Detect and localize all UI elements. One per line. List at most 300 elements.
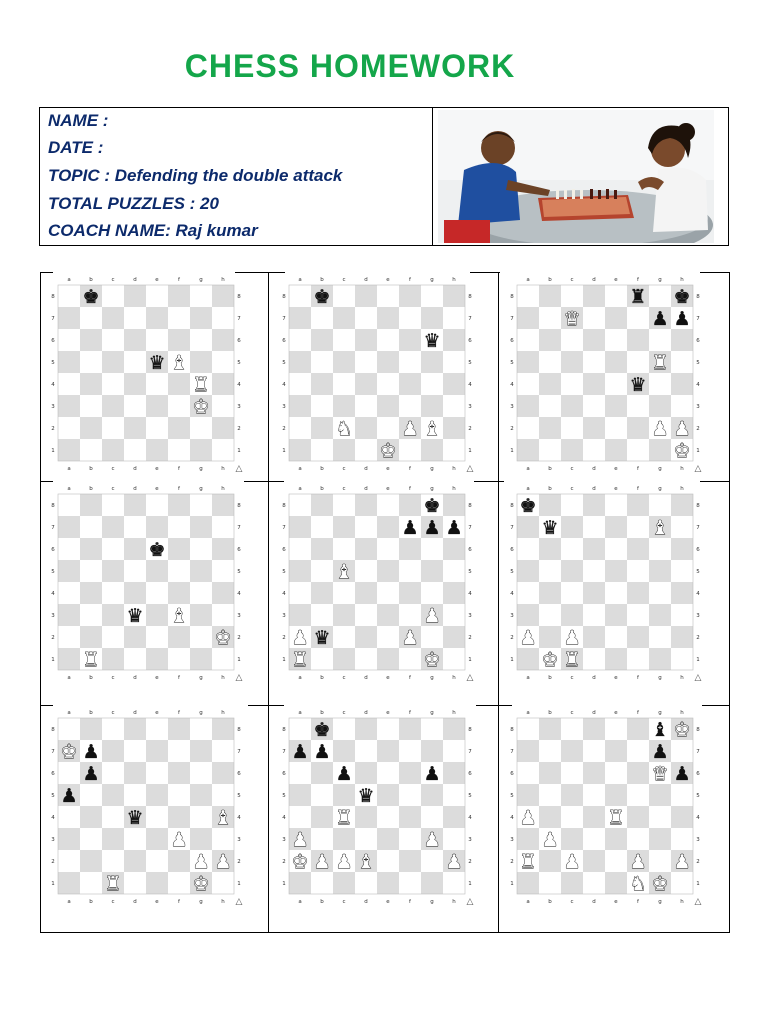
board-square <box>168 329 190 351</box>
rank-label: 2 <box>696 426 700 432</box>
rank-label: 2 <box>237 635 241 641</box>
rank-label: 1 <box>468 448 472 454</box>
board-square <box>58 395 80 417</box>
info-box <box>39 107 729 246</box>
board-square <box>399 307 421 329</box>
file-label: h <box>680 486 684 492</box>
board-square <box>102 494 124 516</box>
rank-label: 6 <box>468 338 472 344</box>
board-square <box>377 373 399 395</box>
board-square <box>539 417 561 439</box>
puzzle-board-4[interactable] <box>46 482 246 682</box>
board-square <box>333 285 355 307</box>
rank-label: 8 <box>237 503 241 509</box>
board-square <box>124 718 146 740</box>
board-square <box>583 872 605 894</box>
white-pawn-piece: ♟ <box>170 829 188 851</box>
board-square <box>627 740 649 762</box>
board-square <box>627 307 649 329</box>
file-label: d <box>364 710 368 716</box>
board-square <box>561 439 583 461</box>
file-label: c <box>111 486 115 492</box>
rank-label: 5 <box>696 360 700 366</box>
board-square <box>124 828 146 850</box>
white-rook-piece: ♜ <box>82 649 100 671</box>
rank-label: 3 <box>237 613 241 619</box>
board-square <box>399 828 421 850</box>
board-square <box>102 373 124 395</box>
rank-label: 4 <box>696 815 700 821</box>
board-square <box>311 538 333 560</box>
black-queen-piece: ♛ <box>126 605 144 627</box>
file-label: a <box>526 710 530 716</box>
turn-marker: △ <box>466 897 474 906</box>
file-label: c <box>570 710 574 716</box>
board-square <box>583 516 605 538</box>
white-bishop-piece: ♝ <box>357 851 375 873</box>
black-pawn-piece: ♟ <box>651 308 669 330</box>
file-label: b <box>89 675 93 681</box>
file-label: g <box>430 466 434 472</box>
rank-label: 4 <box>510 815 514 821</box>
file-label: h <box>452 710 456 716</box>
board-square <box>583 718 605 740</box>
board-square <box>539 604 561 626</box>
board-square <box>311 828 333 850</box>
board-square <box>421 285 443 307</box>
black-queen-piece: ♛ <box>541 517 559 539</box>
file-label: f <box>637 710 639 716</box>
board-square <box>355 395 377 417</box>
file-label: b <box>320 675 324 681</box>
rank-label: 4 <box>696 591 700 597</box>
file-label: h <box>452 675 456 681</box>
board-square <box>443 604 465 626</box>
board-square <box>627 626 649 648</box>
white-king-piece: ♚ <box>673 440 691 462</box>
file-label: c <box>111 710 115 716</box>
rank-label: 6 <box>282 338 286 344</box>
board-square <box>311 872 333 894</box>
board-square <box>102 604 124 626</box>
file-label: d <box>592 710 596 716</box>
board-square <box>421 439 443 461</box>
puzzle-board-8[interactable] <box>277 706 477 906</box>
white-bishop-piece: ♝ <box>335 561 353 583</box>
board-square <box>399 784 421 806</box>
board-square <box>443 329 465 351</box>
board-square <box>583 417 605 439</box>
board-square <box>333 648 355 670</box>
turn-marker: △ <box>235 464 243 473</box>
white-bishop-piece: ♝ <box>214 807 232 829</box>
board-square <box>443 828 465 850</box>
file-label: f <box>178 277 180 283</box>
board-square <box>124 373 146 395</box>
board-square <box>146 740 168 762</box>
chess-board-svg <box>277 482 477 682</box>
board-square <box>146 850 168 872</box>
board-square <box>421 626 443 648</box>
board-square <box>627 784 649 806</box>
rank-label: 4 <box>51 591 55 597</box>
black-pawn-piece: ♟ <box>423 517 441 539</box>
file-label: d <box>133 466 137 472</box>
board-square <box>58 626 80 648</box>
rank-label: 5 <box>468 793 472 799</box>
board-square <box>355 329 377 351</box>
board-square <box>102 626 124 648</box>
board-square <box>605 604 627 626</box>
rank-label: 1 <box>51 657 55 663</box>
file-label: c <box>342 486 346 492</box>
file-label: e <box>386 675 390 681</box>
black-queen-piece: ♛ <box>629 374 647 396</box>
board-square <box>212 784 234 806</box>
rank-label: 7 <box>696 525 700 531</box>
black-pawn-piece: ♟ <box>445 517 463 539</box>
board-square <box>190 604 212 626</box>
white-rook-piece: ♜ <box>651 352 669 374</box>
board-square <box>333 740 355 762</box>
board-square <box>58 648 80 670</box>
board-square <box>58 806 80 828</box>
black-pawn-piece: ♟ <box>82 763 100 785</box>
rank-label: 2 <box>696 635 700 641</box>
board-square <box>399 439 421 461</box>
file-label: b <box>548 710 552 716</box>
board-square <box>605 784 627 806</box>
rank-label: 5 <box>510 793 514 799</box>
board-square <box>443 373 465 395</box>
file-label: e <box>386 277 390 283</box>
board-square <box>399 850 421 872</box>
board-square <box>146 828 168 850</box>
file-label: f <box>637 466 639 472</box>
rank-label: 5 <box>696 793 700 799</box>
rank-label: 6 <box>696 547 700 553</box>
board-square <box>355 718 377 740</box>
board-square <box>58 494 80 516</box>
rank-label: 3 <box>51 404 55 410</box>
rank-label: 3 <box>468 404 472 410</box>
puzzle-board-3[interactable] <box>505 273 705 473</box>
board-square <box>671 560 693 582</box>
board-square <box>517 285 539 307</box>
puzzle-board-5[interactable] <box>277 482 477 682</box>
board-square <box>146 395 168 417</box>
board-square <box>168 307 190 329</box>
board-square <box>124 285 146 307</box>
board-square <box>124 740 146 762</box>
board-square <box>102 351 124 373</box>
rank-label: 7 <box>510 525 514 531</box>
board-square <box>289 604 311 626</box>
board-square <box>168 762 190 784</box>
file-label: g <box>658 486 662 492</box>
board-square <box>539 626 561 648</box>
puzzle-board-2[interactable] <box>277 273 477 473</box>
board-square <box>58 560 80 582</box>
file-label: d <box>592 899 596 905</box>
board-square <box>58 417 80 439</box>
black-king-piece: ♚ <box>82 286 100 308</box>
rank-label: 1 <box>510 881 514 887</box>
board-square <box>333 329 355 351</box>
board-square <box>649 285 671 307</box>
board-square <box>355 307 377 329</box>
puzzle-board-1[interactable] <box>46 273 246 473</box>
rank-label: 1 <box>282 448 286 454</box>
rank-label: 2 <box>237 859 241 865</box>
rank-label: 3 <box>51 837 55 843</box>
white-king-piece: ♚ <box>291 851 309 873</box>
file-label: b <box>548 277 552 283</box>
board-square <box>80 373 102 395</box>
board-square <box>212 494 234 516</box>
page-title: CHESS HOMEWORK <box>184 48 516 84</box>
board-square <box>311 762 333 784</box>
board-square <box>539 329 561 351</box>
rank-label: 3 <box>282 837 286 843</box>
board-square <box>102 538 124 560</box>
white-rook-piece: ♜ <box>519 851 537 873</box>
file-label: a <box>298 675 302 681</box>
black-pawn-piece: ♟ <box>82 741 100 763</box>
board-square <box>583 395 605 417</box>
black-pawn-piece: ♟ <box>673 308 691 330</box>
file-label: e <box>614 277 618 283</box>
turn-marker: △ <box>235 897 243 906</box>
board-square <box>443 494 465 516</box>
board-square <box>311 351 333 373</box>
board-square <box>146 648 168 670</box>
white-pawn-piece: ♟ <box>423 605 441 627</box>
puzzle-board-7[interactable] <box>46 706 246 906</box>
board-square <box>561 784 583 806</box>
board-square <box>168 806 190 828</box>
file-label: a <box>67 486 71 492</box>
board-square <box>539 560 561 582</box>
file-label: c <box>342 710 346 716</box>
rank-label: 7 <box>51 316 55 322</box>
board-square <box>583 307 605 329</box>
white-bishop-piece: ♝ <box>651 517 669 539</box>
rank-label: 7 <box>468 525 472 531</box>
file-label: h <box>680 277 684 283</box>
board-square <box>377 329 399 351</box>
board-square <box>168 516 190 538</box>
file-label: c <box>570 899 574 905</box>
board-square <box>311 417 333 439</box>
board-square <box>190 648 212 670</box>
board-square <box>605 740 627 762</box>
file-label: f <box>409 277 411 283</box>
rank-label: 3 <box>468 837 472 843</box>
board-square <box>333 516 355 538</box>
board-square <box>168 740 190 762</box>
rank-label: 4 <box>510 382 514 388</box>
board-square <box>80 329 102 351</box>
board-square <box>355 417 377 439</box>
board-square <box>190 806 212 828</box>
board-square <box>377 806 399 828</box>
file-label: b <box>548 466 552 472</box>
rank-label: 6 <box>282 771 286 777</box>
file-label: c <box>111 899 115 905</box>
board-square <box>421 740 443 762</box>
board-square <box>289 560 311 582</box>
board-square <box>102 516 124 538</box>
board-square <box>583 626 605 648</box>
date-field: DATE : <box>48 138 104 157</box>
board-square <box>377 285 399 307</box>
board-square <box>168 626 190 648</box>
board-square <box>605 417 627 439</box>
board-square <box>58 373 80 395</box>
board-square <box>146 373 168 395</box>
file-label: c <box>570 466 574 472</box>
board-square <box>212 582 234 604</box>
board-square <box>583 538 605 560</box>
board-square <box>190 740 212 762</box>
board-square <box>289 417 311 439</box>
board-square <box>671 373 693 395</box>
board-square <box>443 351 465 373</box>
board-square <box>102 762 124 784</box>
file-label: c <box>342 466 346 472</box>
black-king-piece: ♚ <box>313 719 331 741</box>
board-square <box>212 439 234 461</box>
file-label: h <box>452 466 456 472</box>
board-square <box>443 582 465 604</box>
grid-divider-1 <box>268 272 269 933</box>
board-square <box>561 285 583 307</box>
board-square <box>333 582 355 604</box>
chess-board-svg <box>505 273 705 473</box>
file-label: d <box>133 710 137 716</box>
board-square <box>539 762 561 784</box>
board-square <box>561 560 583 582</box>
board-square <box>517 395 539 417</box>
board-square <box>421 538 443 560</box>
board-square <box>146 762 168 784</box>
board-square <box>649 494 671 516</box>
rank-label: 2 <box>510 426 514 432</box>
white-pawn-piece: ♟ <box>445 851 463 873</box>
board-square <box>561 740 583 762</box>
board-square <box>539 351 561 373</box>
rank-label: 7 <box>468 316 472 322</box>
board-square <box>399 494 421 516</box>
file-label: d <box>364 277 368 283</box>
rank-label: 4 <box>282 815 286 821</box>
rank-label: 7 <box>237 316 241 322</box>
board-square <box>377 538 399 560</box>
board-square <box>146 806 168 828</box>
board-square <box>311 604 333 626</box>
file-label: d <box>133 675 137 681</box>
board-square <box>124 850 146 872</box>
puzzle-board-9[interactable] <box>505 706 705 906</box>
board-square <box>561 806 583 828</box>
board-square <box>190 538 212 560</box>
rank-label: 6 <box>510 338 514 344</box>
white-pawn-piece: ♟ <box>423 829 441 851</box>
board-square <box>583 439 605 461</box>
file-label: e <box>155 675 159 681</box>
file-label: a <box>526 675 530 681</box>
board-square <box>146 494 168 516</box>
black-king-piece: ♚ <box>423 495 441 517</box>
board-square <box>80 494 102 516</box>
board-square <box>190 417 212 439</box>
board-square <box>146 626 168 648</box>
board-square <box>517 538 539 560</box>
board-square <box>355 494 377 516</box>
white-pawn-piece: ♟ <box>214 851 232 873</box>
file-label: h <box>221 466 225 472</box>
black-king-piece: ♚ <box>673 286 691 308</box>
rank-label: 4 <box>51 382 55 388</box>
board-square <box>421 850 443 872</box>
white-pawn-piece: ♟ <box>313 851 331 873</box>
rank-label: 6 <box>510 771 514 777</box>
board-square <box>212 718 234 740</box>
board-square <box>583 806 605 828</box>
board-square <box>124 329 146 351</box>
rank-label: 5 <box>282 360 286 366</box>
board-square <box>517 604 539 626</box>
turn-marker: △ <box>466 464 474 473</box>
grid-row-edge <box>474 481 504 482</box>
board-square <box>190 329 212 351</box>
white-pawn-piece: ♟ <box>563 627 581 649</box>
rank-label: 5 <box>468 569 472 575</box>
board-square <box>190 718 212 740</box>
puzzle-board-6[interactable] <box>505 482 705 682</box>
file-label: e <box>386 466 390 472</box>
board-square <box>58 351 80 373</box>
board-square <box>517 828 539 850</box>
board-square <box>311 784 333 806</box>
board-square <box>212 417 234 439</box>
rank-label: 8 <box>468 503 472 509</box>
rank-label: 7 <box>696 316 700 322</box>
white-knight-piece: ♞ <box>335 418 353 440</box>
rank-label: 8 <box>510 294 514 300</box>
file-label: b <box>89 277 93 283</box>
board-square <box>333 538 355 560</box>
file-label: e <box>614 466 618 472</box>
board-square <box>517 373 539 395</box>
board-square <box>102 307 124 329</box>
board-square <box>80 439 102 461</box>
board-square <box>355 285 377 307</box>
board-square <box>605 494 627 516</box>
rank-label: 1 <box>468 881 472 887</box>
board-square <box>605 828 627 850</box>
file-label: f <box>637 675 639 681</box>
board-square <box>399 373 421 395</box>
board-square <box>517 560 539 582</box>
board-square <box>605 439 627 461</box>
total-puzzles-field: TOTAL PUZZLES : 20 <box>48 194 219 213</box>
white-rook-piece: ♜ <box>563 649 581 671</box>
rank-label: 1 <box>696 448 700 454</box>
rank-label: 7 <box>282 316 286 322</box>
board-square <box>671 516 693 538</box>
